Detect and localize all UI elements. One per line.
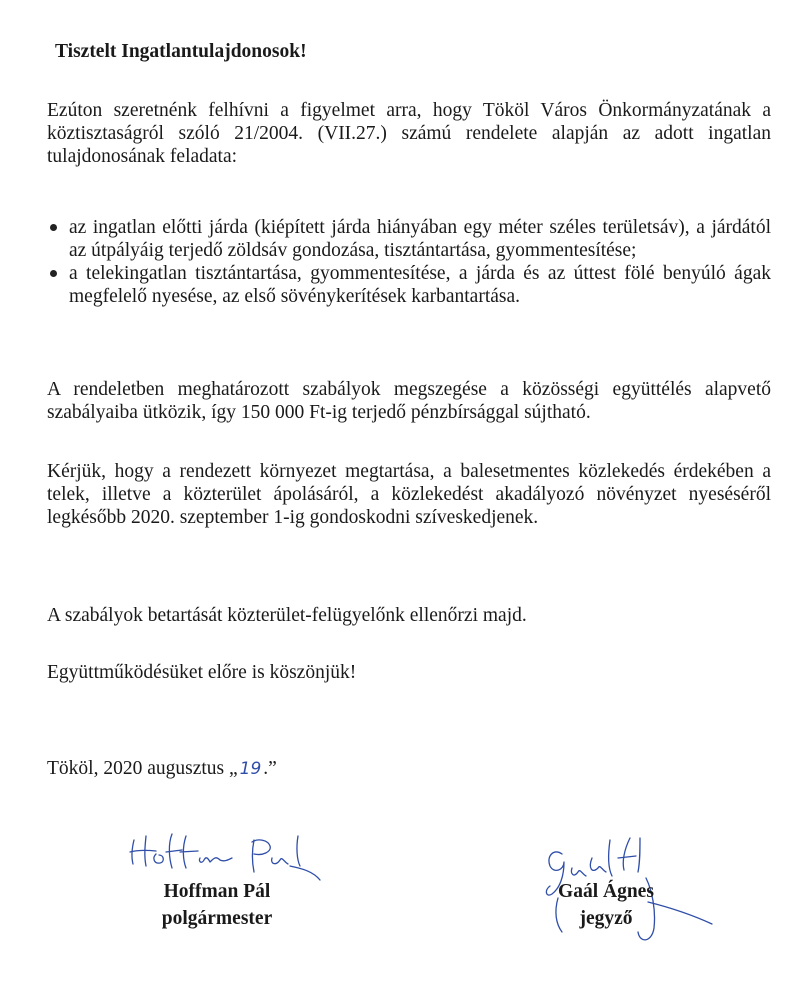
bullet-icon xyxy=(50,224,57,231)
bullet-icon xyxy=(50,270,57,277)
intro-paragraph: Ezúton szeretnénk felhívni a figyelmet arra, hogy Tököl Város Önkormányzatának a köztisztaságról szóló 21/2004. (VII.27.) számú rendelete alapján az adott ingatlan tulajdonosának feladata: xyxy=(47,100,771,167)
penalty-paragraph: A rendeletben meghatározott szabályok megszegése a közösségi együttélés alapvető szabályaiba ütközik, így 150 000 Ft-ig terjedő pénzbírsággal sújtható. xyxy=(47,379,771,423)
list-item-text: az ingatlan előtti járda (kiépített járda hiányában egy méter széles területsáv), a járdától az útpályáig terjedő zöldsáv gondozása, tisztántartása, gyommentesítése; xyxy=(69,217,771,261)
signer-right-title: jegyző xyxy=(579,908,633,929)
request-paragraph: Kérjük, hogy a rendezett környezet megtartása, a balesetmentes közlekedés érdekében a telek, illetve a közterület ápolásáról, a közlekedést akadályozó növényzet nyeséséről legkésőbb 2020. szeptember 1-ig gondoskodni szíveskedjenek. xyxy=(47,461,771,528)
dateline xyxy=(47,757,277,781)
enforcement-paragraph: A szabályok betartását közterület-felügyelőnk ellenőrzi majd. xyxy=(47,605,527,626)
list-item xyxy=(47,262,771,308)
date-suffix: .” xyxy=(263,758,277,779)
duties-list xyxy=(47,216,771,308)
list-item-text: a telekingatlan tisztántartása, gyommentesítése, a járda és az úttest fölé benyúló ágak megfelelő nyesése, az első sövénykerítések karbantartása. xyxy=(69,263,771,307)
list-item xyxy=(47,216,771,262)
greeting-heading: Tisztelt Ingatlantulajdonosok! xyxy=(55,41,307,62)
date-prefix: Tököl, 2020 augusztus „ xyxy=(47,758,238,779)
date-day-handwritten: 19 xyxy=(239,759,262,779)
signer-right-name: Gaál Ágnes xyxy=(558,881,654,902)
signer-left xyxy=(150,878,284,932)
thanks-paragraph: Együttműködésüket előre is köszönjük! xyxy=(47,662,357,683)
signature-left-image xyxy=(122,822,332,886)
signer-left-title: polgármester xyxy=(161,908,273,929)
signer-left-name: Hoffman Pál xyxy=(163,881,271,902)
signer-right xyxy=(546,878,666,932)
